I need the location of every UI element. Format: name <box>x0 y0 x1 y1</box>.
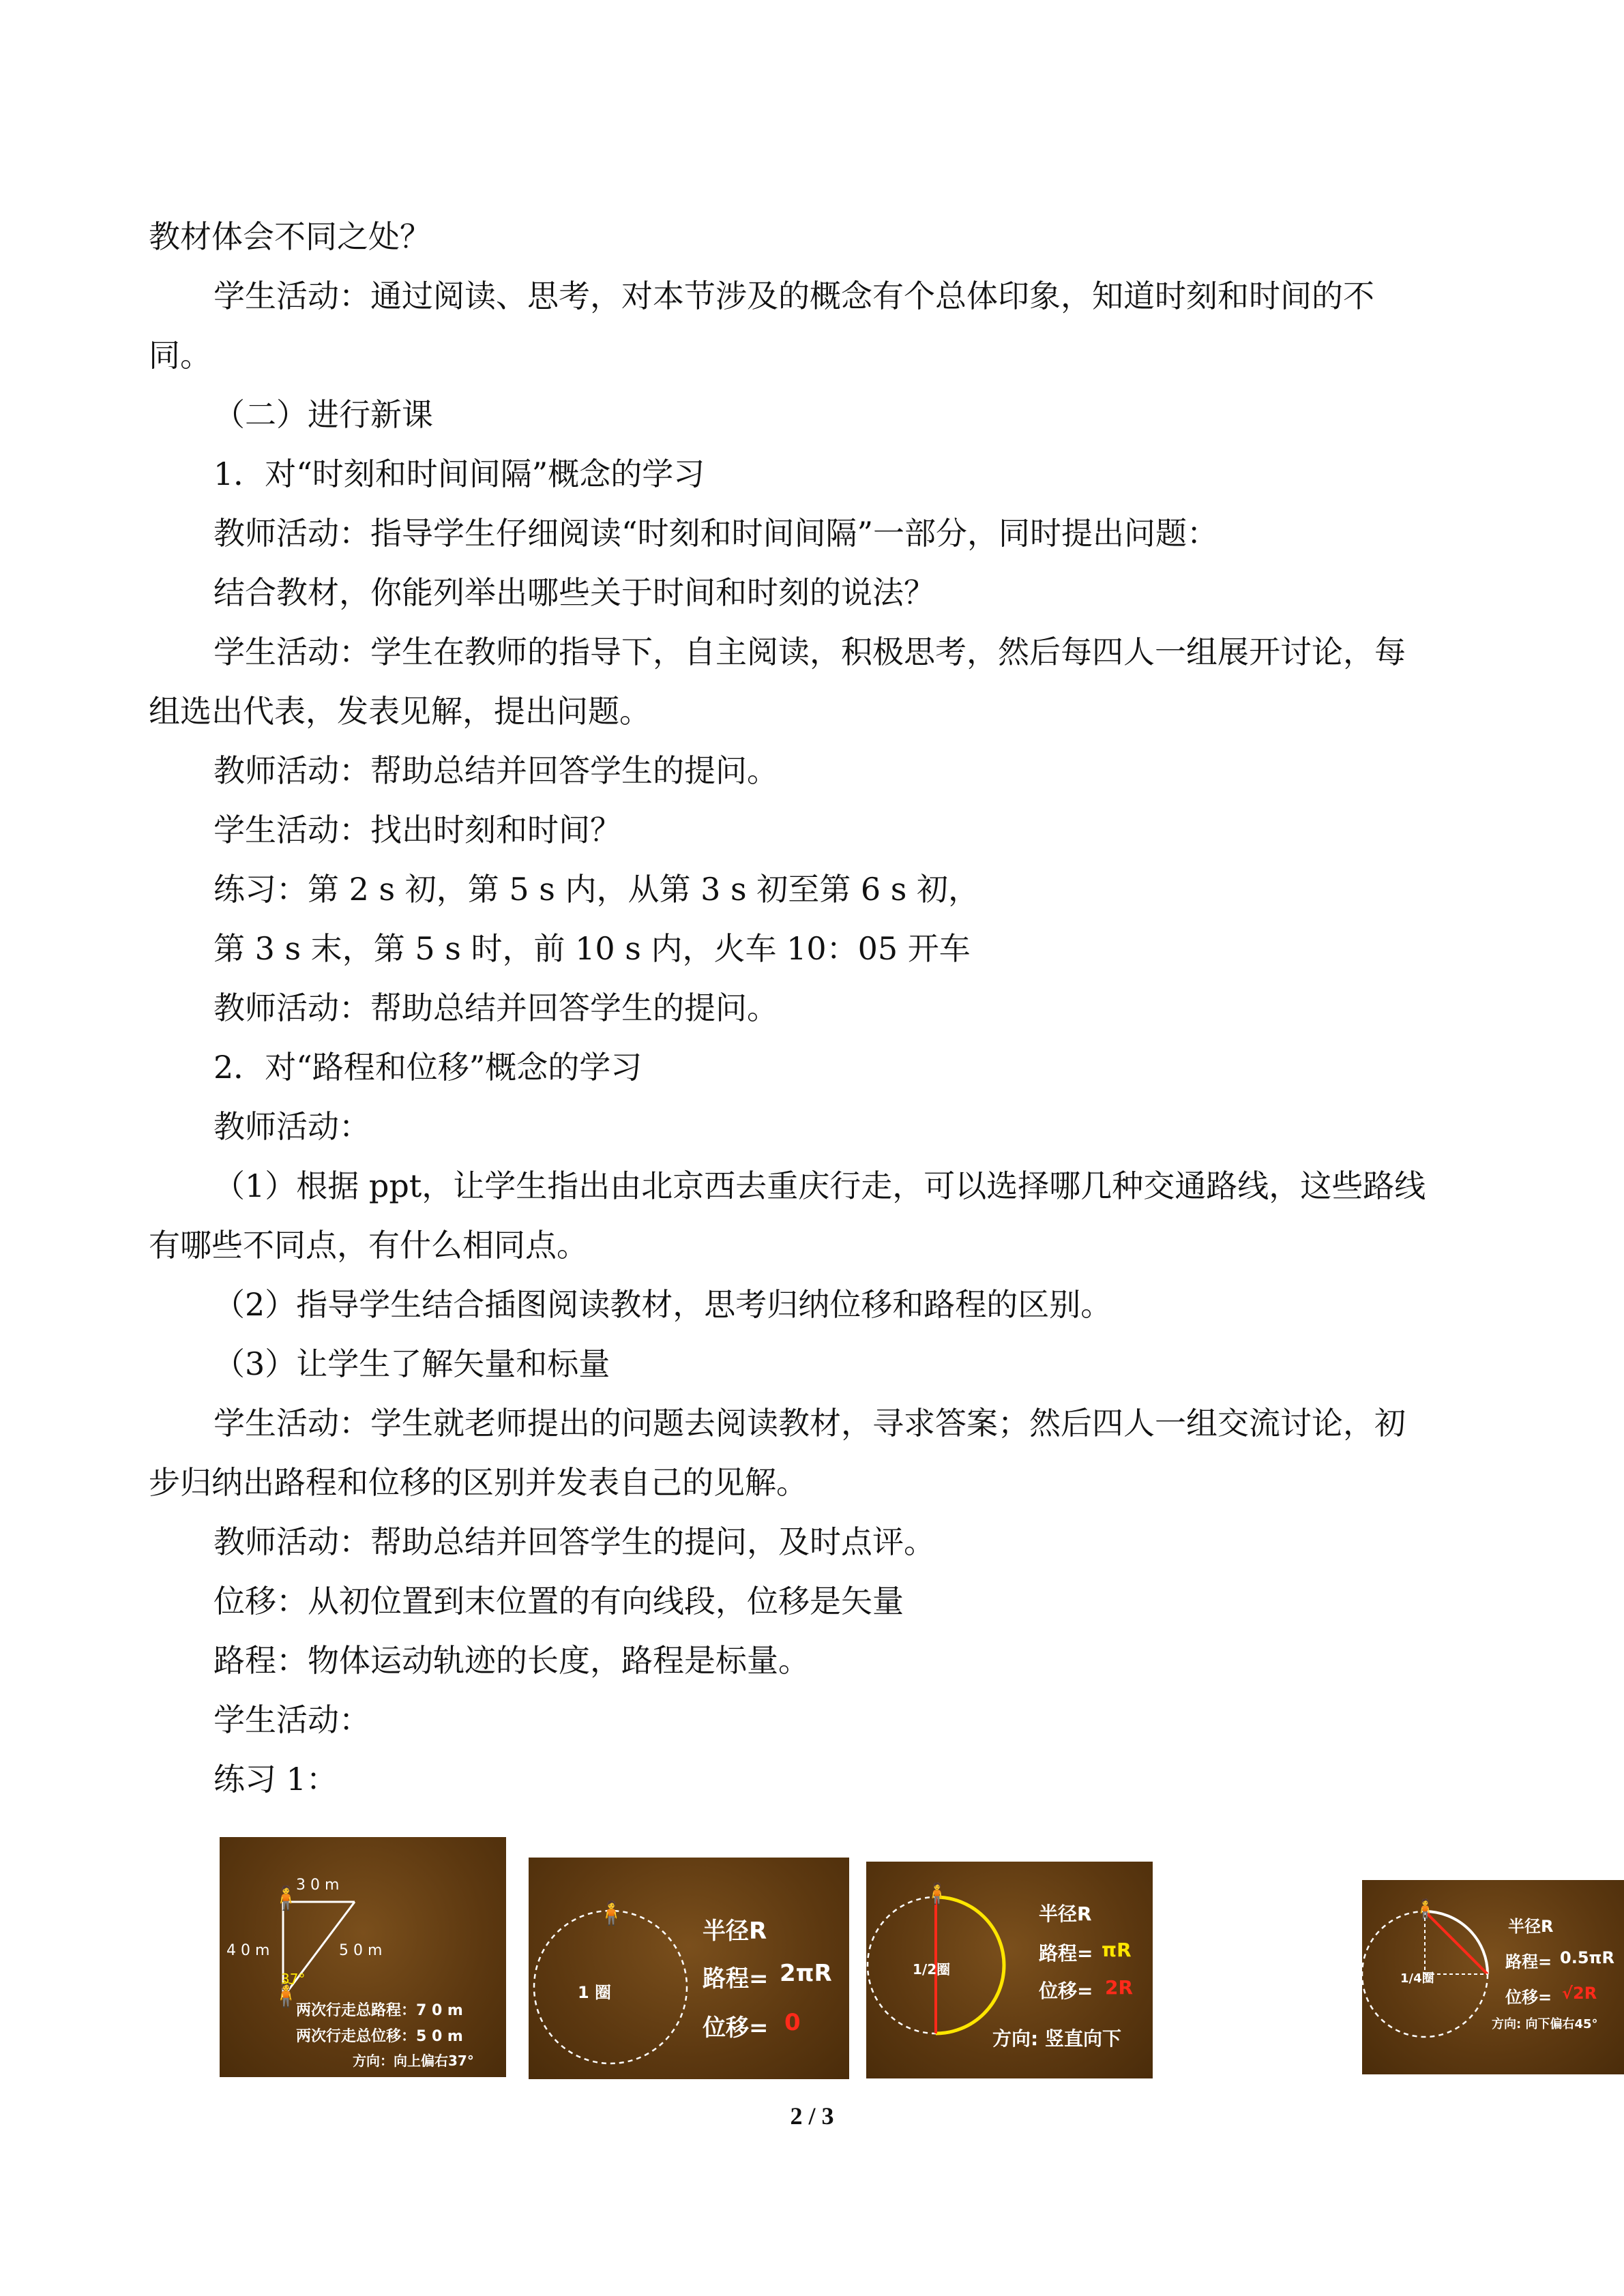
paragraph: 学生活动： <box>213 1701 370 1738</box>
path-label: 路程= <box>1505 1952 1552 1971</box>
paragraph: 有哪些不同点，有什么相同点。 <box>149 1227 588 1264</box>
paragraph: 教师活动：帮助总结并回答学生的提问。 <box>213 752 778 789</box>
person-icon: 🧍 <box>1413 1898 1437 1920</box>
paragraph: （3）让学生了解矢量和标量 <box>213 1345 610 1382</box>
total-displacement-text: 两次行走总位移：5 0 m <box>296 2028 463 2045</box>
paragraph: 路程：物体运动轨迹的长度，路程是标量。 <box>213 1642 810 1679</box>
paragraph: 学生活动：学生在教师的指导下，自主阅读，积极思考，然后每四人一组展开讨论，每 <box>213 633 1406 670</box>
paragraph: （1）根据 ppt，让学生指出由北京西去重庆行走，可以选择哪几种交通路线，这些路线 <box>213 1167 1426 1204</box>
paragraph: 学生活动：通过阅读、思考，对本节涉及的概念有个总体印象，知道时刻和时间的不 <box>213 278 1374 314</box>
circle-count-label: 1 圈 <box>578 1983 612 2002</box>
person-icon: 🧍 <box>271 1982 301 2009</box>
figure-full-circle <box>529 1858 849 2079</box>
paragraph: 学生活动：学生就老师提出的问题去阅读教材，寻求答案；然后四人一组交流讨论，初 <box>213 1405 1406 1442</box>
paragraph: 教师活动：指导学生仔细阅读“时刻和时间间隔”一部分，同时提出问题： <box>213 515 1219 552</box>
displacement-label: 位移= <box>1505 1988 1552 2007</box>
path-value: πR <box>1102 1939 1132 1961</box>
left-segment-label: 4 0 m <box>226 1942 270 1959</box>
radius-label: 半径R <box>1508 1917 1554 1936</box>
direction-text: 方向: 向下偏右45° <box>1492 2017 1598 2031</box>
person-icon: 🧍 <box>271 1885 301 1912</box>
top-segment-label: 3 0 m <box>296 1877 340 1894</box>
person-icon: 🧍 <box>597 1900 626 1927</box>
subsection-heading: 1．对“时刻和时间间隔”概念的学习 <box>213 456 705 492</box>
displacement-value: √2R <box>1562 1984 1597 2003</box>
paragraph: 教师活动： <box>213 1108 370 1145</box>
radius-label: 半径R <box>703 1918 767 1945</box>
total-path-text: 两次行走总路程：7 0 m <box>296 2002 463 2019</box>
section-heading: （二）进行新课 <box>213 396 433 433</box>
person-icon: 🧍 <box>924 1882 950 1906</box>
figure-triangle-path <box>220 1837 506 2077</box>
displacement-value: 2R <box>1105 1976 1134 1999</box>
displacement-value: 0 <box>784 2009 801 2036</box>
paragraph: 第 3 s 末，第 5 s 时，前 10 s 内，火车 10：05 开车 <box>213 930 971 967</box>
paragraph: 教材体会不同之处？ <box>149 218 431 255</box>
arc-label: 1/4圈 <box>1400 1971 1434 1986</box>
page-number: 2 / 3 <box>790 2102 834 2130</box>
direction-text: 方向: 竖直向下 <box>992 2027 1121 2050</box>
paragraph: 组选出代表，发表见解，提出问题。 <box>149 693 651 730</box>
path-label: 路程= <box>703 1965 769 1993</box>
paragraph: （2）指导学生结合插图阅读教材，思考归纳位移和路程的区别。 <box>213 1286 1112 1323</box>
figure-half-circle <box>866 1862 1153 2078</box>
paragraph: 练习 1： <box>213 1761 338 1798</box>
paragraph: 结合教材，你能列举出哪些关于时间和时刻的说法？ <box>213 574 935 611</box>
subsection-heading: 2．对“路程和位移”概念的学习 <box>213 1049 643 1086</box>
paragraph: 教师活动：帮助总结并回答学生的提问。 <box>213 989 778 1026</box>
paragraph: 同。 <box>149 337 211 374</box>
paragraph: 位移：从初位置到末位置的有向线段，位移是矢量 <box>213 1583 904 1620</box>
displacement-label: 位移= <box>1039 1980 1093 2002</box>
paragraph: 教师活动：帮助总结并回答学生的提问，及时点评。 <box>213 1523 935 1560</box>
right-segment-label: 5 0 m <box>339 1942 383 1959</box>
path-value: 2πR <box>780 1960 832 1987</box>
radius-label: 半径R <box>1039 1903 1092 1925</box>
arc-label: 1/2圈 <box>913 1961 951 1978</box>
figure-quarter-circle <box>1362 1880 1624 2074</box>
paragraph: 学生活动：找出时刻和时间？ <box>213 811 621 848</box>
path-value: 0.5πR <box>1560 1948 1614 1967</box>
direction-text: 方向：向上偏右37° <box>353 2053 474 2069</box>
angle-label: 37° <box>281 1971 306 1987</box>
path-label: 路程= <box>1039 1942 1093 1965</box>
paragraph: 步归纳出路程和位移的区别并发表自己的见解。 <box>149 1464 808 1501</box>
displacement-label: 位移= <box>703 2014 769 2042</box>
paragraph: 练习：第 2 s 初，第 5 s 内，从第 3 s 初至第 6 s 初， <box>213 871 979 908</box>
